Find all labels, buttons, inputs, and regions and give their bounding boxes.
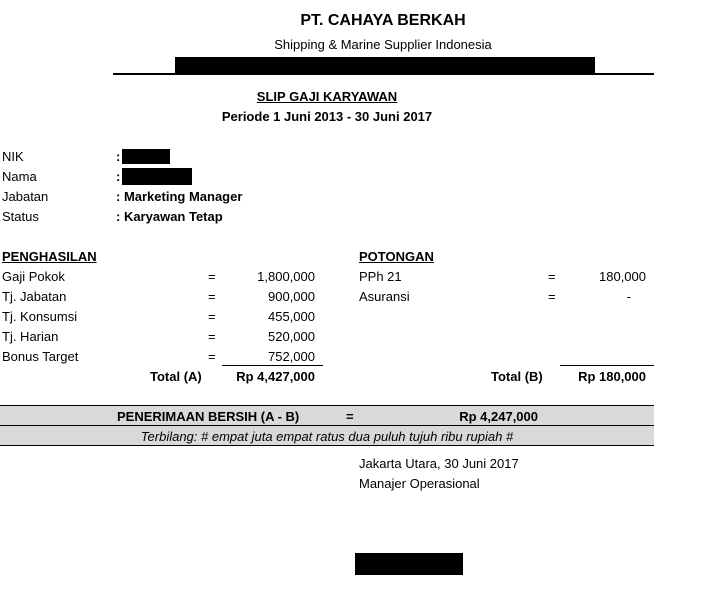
income-value: 520,000	[268, 329, 315, 344]
header-divider	[113, 73, 654, 75]
net-eq: =	[346, 409, 354, 424]
signature-place-date: Jakarta Utara, 30 Juni 2017	[359, 456, 519, 471]
signature-position: Manajer Operasional	[359, 476, 480, 491]
redacted-nik	[122, 149, 170, 164]
income-label: Tj. Harian	[2, 329, 59, 344]
income-sum-line	[222, 365, 323, 366]
income-eq: =	[208, 309, 216, 324]
nik-label: NIK	[2, 149, 24, 164]
company-tagline: Shipping & Marine Supplier Indonesia	[274, 37, 492, 52]
deduction-label: Asuransi	[359, 289, 410, 304]
redacted-signature	[355, 553, 463, 575]
deductions-header: POTONGAN	[359, 249, 434, 264]
income-value: 900,000	[268, 289, 315, 304]
deduction-eq: =	[548, 289, 556, 304]
slip-period: Periode 1 Juni 2013 - 30 Juni 2017	[221, 109, 433, 124]
income-label: Tj. Jabatan	[2, 289, 67, 304]
deduction-value: 180,000	[599, 269, 646, 284]
income-total-value: Rp 4,427,000	[236, 369, 315, 384]
income-eq: =	[208, 269, 216, 284]
income-value: 752,000	[268, 349, 315, 364]
net-label: PENERIMAAN BERSIH (A - B)	[117, 409, 300, 424]
nama-colon: :	[116, 169, 121, 184]
income-eq: =	[208, 289, 216, 304]
nik-colon: :	[116, 149, 121, 164]
income-value: 1,800,000	[257, 269, 315, 284]
income-eq: =	[208, 349, 216, 364]
deduction-label: PPh 21	[359, 269, 402, 284]
income-value: 455,000	[268, 309, 315, 324]
status-label: Status	[2, 209, 39, 224]
status-value: : Karyawan Tetap	[116, 209, 223, 224]
redacted-address	[175, 57, 595, 74]
net-bottom-line	[0, 445, 654, 446]
deduction-total-value: Rp 180,000	[578, 369, 646, 384]
deduction-sum-line	[560, 365, 654, 366]
income-header: PENGHASILAN	[2, 249, 97, 264]
redacted-name	[122, 168, 192, 185]
deduction-value: -	[626, 289, 631, 304]
income-label: Bonus Target	[2, 349, 79, 364]
income-eq: =	[208, 329, 216, 344]
jabatan-value: : Marketing Manager	[116, 189, 243, 204]
income-total-label: Total (A)	[150, 369, 202, 384]
income-label: Tj. Konsumsi	[2, 309, 78, 324]
net-top-line	[0, 405, 654, 406]
deduction-eq: =	[548, 269, 556, 284]
company-name: PT. CAHAYA BERKAH	[300, 12, 466, 29]
net-value: Rp 4,247,000	[459, 409, 538, 424]
slip-title: SLIP GAJI KARYAWAN	[256, 89, 398, 104]
nama-label: Nama	[2, 169, 37, 184]
deduction-total-label: Total (B)	[491, 369, 543, 384]
income-label: Gaji Pokok	[2, 269, 65, 284]
jabatan-label: Jabatan	[2, 189, 49, 204]
net-mid-line	[0, 425, 654, 426]
net-spelled: Terbilang: # empat juta empat ratus dua puluh tujuh ribu rupiah #	[140, 429, 514, 444]
